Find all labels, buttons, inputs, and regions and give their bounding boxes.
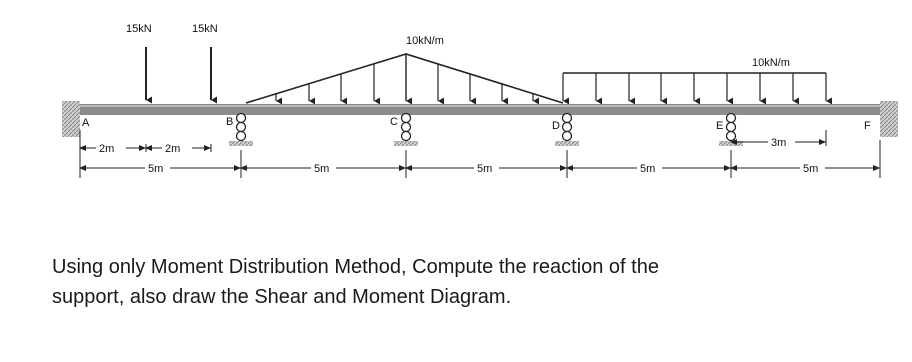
question-text [52, 252, 882, 312]
question-line-2: support, also draw the Shear and Moment Diagram. [52, 286, 512, 308]
dim-ef-label: 5m [803, 163, 819, 175]
dim-ef-load-start-label: 3m [771, 137, 787, 149]
uniform-load [563, 73, 826, 101]
point-load-2-label: 15kN [192, 23, 218, 35]
support-d-label: D [552, 120, 560, 132]
uniform-load-label: 10kN/m [752, 57, 790, 69]
dim-bc-label: 5m [314, 163, 330, 175]
support-b-label: B [226, 116, 234, 128]
dim-ab-second-label: 2m [165, 143, 181, 155]
dim-de-label: 5m [640, 163, 656, 175]
triangular-load [246, 54, 563, 103]
support-f-label: F [864, 120, 871, 132]
dim-ab-first-label: 2m [99, 143, 115, 155]
support-c-label: C [390, 116, 398, 128]
fixed-wall-left [62, 101, 80, 137]
dim-cd-label: 5m [477, 163, 493, 175]
fixed-wall-right [880, 101, 898, 137]
support-e-label: E [716, 120, 724, 132]
dim-ab-total-label: 5m [148, 163, 164, 175]
support-a-label: A [82, 117, 90, 129]
point-load-1-label: 15kN [126, 23, 152, 35]
question-line-1: Using only Moment Distribution Method, Compute the reaction of the [52, 256, 659, 278]
triangular-load-label: 10kN/m [406, 35, 444, 47]
